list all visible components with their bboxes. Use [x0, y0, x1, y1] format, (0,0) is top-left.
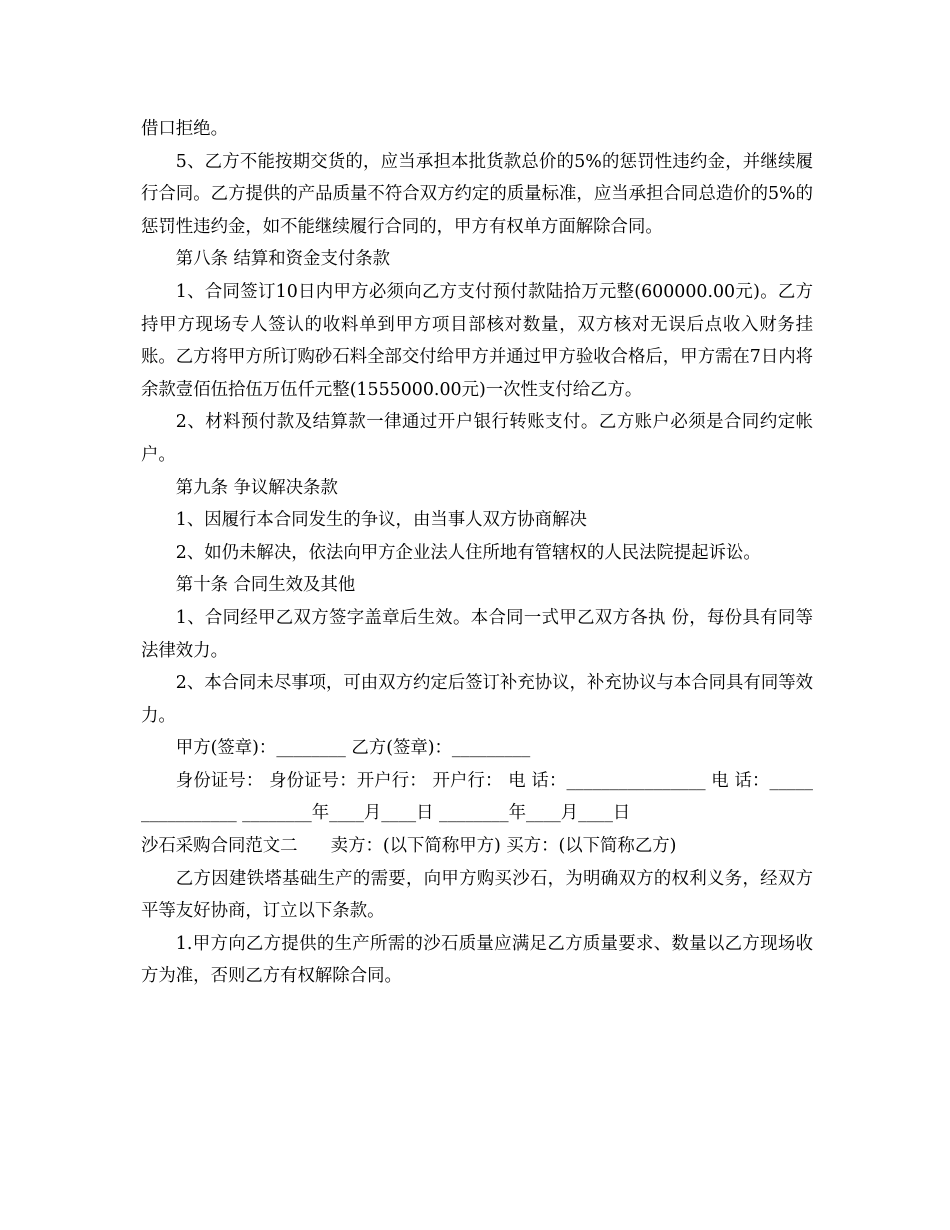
paragraph-quality-requirement: 1.甲方向乙方提供的生产所需的沙石质量应满足乙方质量要求、数量以乙方现场收方为准，否则乙方有权解除合同。	[141, 933, 813, 987]
second-contract-heading: 沙石采购合同范文二 卖方：(以下简称甲方) 买方：(以下简称乙方)	[141, 836, 677, 857]
paragraph-continuation: 借口拒绝。	[141, 119, 228, 139]
document-body	[141, 113, 813, 993]
paragraph-effectiveness: 1、合同经甲乙双方签字盖章后生效。本合同一式甲乙双方各执 份，每份具有同等法律效力。	[141, 607, 813, 661]
paragraph-supplementary: 2、本合同未尽事项，可由双方约定后签订补充协议，补充协议与本合同具有同等效力。	[141, 673, 813, 726]
paragraph-dispute-litigation: 2、如仍未解决，依法向甲方企业法人住所地有管辖权的人民法院提起诉讼。	[175, 542, 761, 563]
article-10-heading: 第十条 合同生效及其他	[175, 575, 356, 596]
article-9-heading: 第九条 争议解决条款	[175, 477, 338, 498]
paragraph-bank-transfer: 2、材料预付款及结算款一律通过开户银行转账支付。乙方账户必须是合同约定帐户。	[141, 412, 813, 465]
paragraph-payment-terms: 1、合同签订10日内甲方必须向乙方支付预付款陆拾万元整(600000.00元)。乙方持甲方现场专人签认的收料单到甲方项目部核对数量，双方核对无误后点收入财务挂账。乙方将甲方所订购砂石料全部交付给甲方并通过甲方验收合格后，甲方需在7日内将余款壹佰伍拾伍万伍仟元整(1555000.00元)一次性支付给乙方。	[141, 281, 813, 400]
paragraph-purpose: 乙方因建铁塔基础生产的需要，向甲方购买沙石，为明确双方的权利义务，经双方平等友好协商，订立以下条款。	[141, 868, 813, 922]
paragraph-penalty-clause: 5、乙方不能按期交货的，应当承担本批货款总价的5%的惩罚性违约金，并继续履行合同。乙方提供的产品质量不符合双方约定的质量标准，应当承担合同总造价的5%的惩罚性违约金，如不能继续履行合同的，甲方有权单方面解除合同。	[141, 151, 813, 237]
article-8-heading: 第八条 结算和资金支付条款	[175, 249, 391, 270]
paragraph-dispute-negotiation: 1、因履行本合同发生的争议，由当事人双方协商解决	[175, 510, 587, 531]
signature-line: 甲方(签章)：________ 乙方(签章)：_________	[175, 738, 531, 759]
party-details-line: 身份证号： 身份证号：开户行： 开户行： 电 话：________________ 电 话：________________ ________年____月____日 ________年____月____日	[141, 770, 813, 824]
